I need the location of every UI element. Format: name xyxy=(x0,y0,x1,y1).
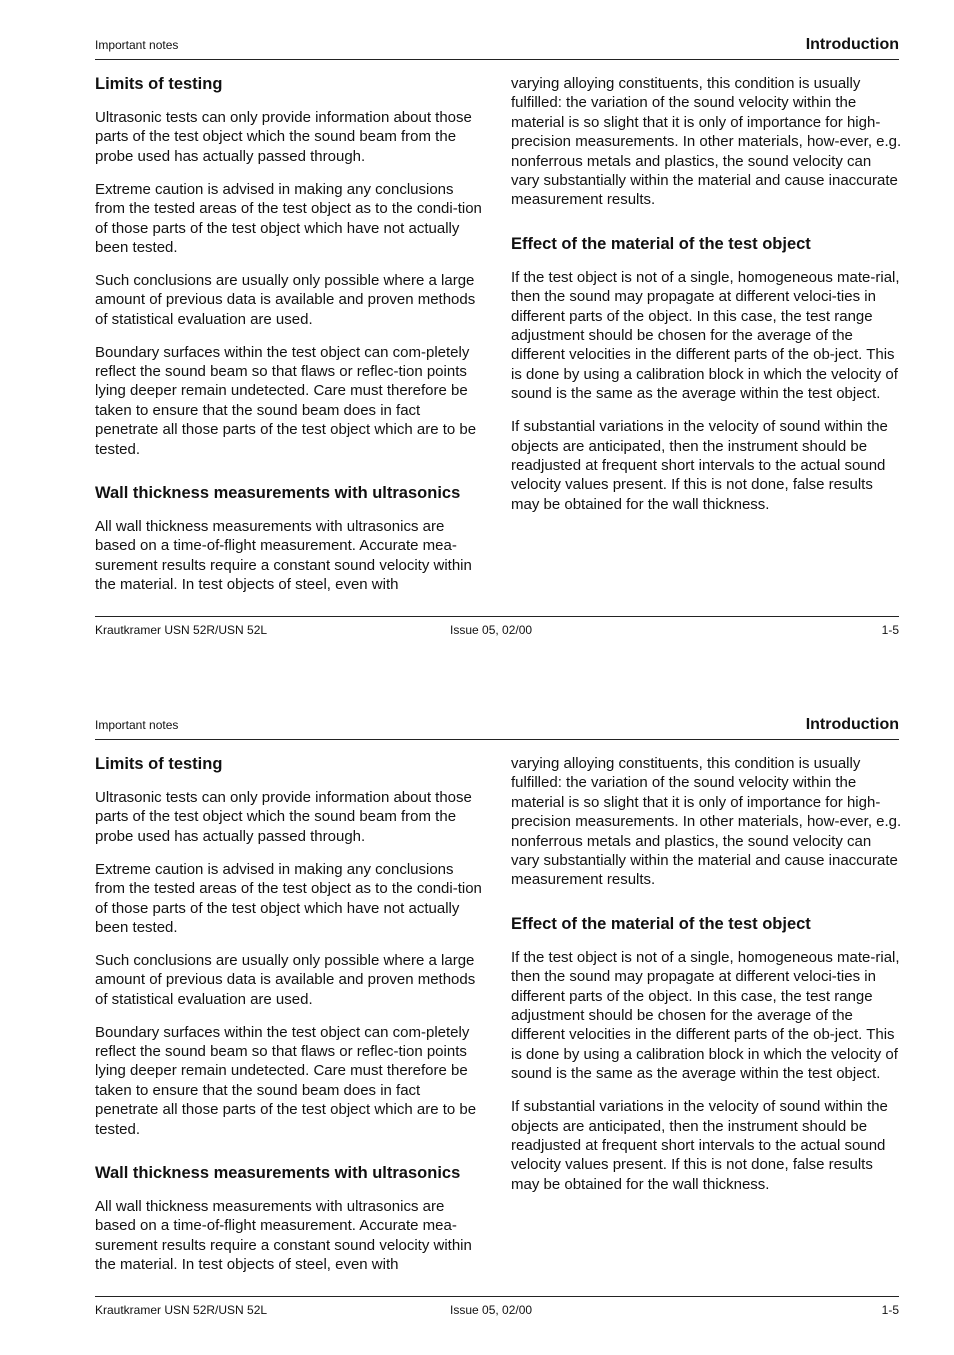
paragraph: If substantial variations in the velocity of sound within the objects are anticipated, then the instrument should be readjusted at frequent short intervals to the actual sound velocity values present. If this is not done, false results may be obtained for the wall thickness. xyxy=(511,1098,888,1193)
page-2 xyxy=(0,680,954,1355)
heading-effect-of-material: Effect of the material of the test object xyxy=(511,234,811,253)
heading-limits-of-testing: Limits of testing xyxy=(95,75,223,93)
footer-divider xyxy=(95,1296,899,1297)
paragraph: Extreme caution is advised in making any conclusions from the tested areas of the test object as to the condi-tion of those parts of the test object which have not actually been tested. xyxy=(95,860,482,936)
header-chapter-title: Introduction xyxy=(805,36,899,53)
footer-product: Krautkramer USN 52R/USN 52L xyxy=(95,623,268,637)
paragraph: Ultrasonic tests can only provide information about those parts of the test object which the sound beam from the probe used has actually passed through. xyxy=(95,109,472,165)
paragraph: If substantial variations in the velocity of sound within the objects are anticipated, then the instrument should be readjusted at frequent short intervals to the actual sound velocity values present. If this is not done, false results may be obtained for the wall thickness. xyxy=(511,418,888,513)
header-divider xyxy=(95,739,899,740)
paragraph: If the test object is not of a single, homogeneous mate-rial, then the sound may propagate at different veloci-ties in different parts of the object. In this case, the test range adjustment should be chosen for the average of the different velocities in the different parts of the ob-ject. This is done by using a calibration block in which the velocity of sound is the same as the average within the test object. xyxy=(511,268,900,403)
heading-limits-of-testing: Limits of testing xyxy=(95,755,223,773)
left-column xyxy=(95,754,487,1288)
paragraph: All wall thickness measurements with ultrasonics are based on a time-of-flight measurement. Accurate mea-surement results require a constant sound velocity within the material. In test objects of steel, even with xyxy=(95,518,472,594)
heading-wall-thickness: Wall thickness measurements with ultrasonics xyxy=(95,484,461,502)
paragraph: Such conclusions are usually only possible where a large amount of previous data is available and proven methods of statistical evaluation are used. xyxy=(95,271,476,328)
right-column xyxy=(511,754,903,1208)
page-1 xyxy=(0,0,954,675)
header-divider xyxy=(95,59,899,60)
paragraph: Boundary surfaces within the test object can com-pletely reflect the sound beam so that flaws or reflec-tion points lying deeper remain undetected. Care must therefore be taken to ensure that the sound beam does in fact penetrate all those parts of the test object which are to be tested. xyxy=(95,343,477,458)
paragraph: Ultrasonic tests can only provide information about those parts of the test object which the sound beam from the probe used has actually passed through. xyxy=(95,789,472,845)
footer-page-number: 1-5 xyxy=(881,1303,899,1317)
paragraph: All wall thickness measurements with ultrasonics are based on a time-of-flight measurement. Accurate mea-surement results require a constant sound velocity within the material. In test objects of steel, even with xyxy=(95,1198,472,1274)
heading-effect-of-material: Effect of the material of the test object xyxy=(511,914,811,933)
header-chapter-title: Introduction xyxy=(805,716,899,733)
paragraph: Extreme caution is advised in making any conclusions from the tested areas of the test object as to the condi-tion of those parts of the test object which have not actually been tested. xyxy=(95,180,482,256)
footer-issue: Issue 05, 02/00 xyxy=(450,1303,533,1317)
header-section-label: Important notes xyxy=(95,718,179,732)
heading-wall-thickness: Wall thickness measurements with ultrasonics xyxy=(95,1164,461,1182)
paragraph: varying alloying constituents, this condition is usually fulfilled: the variation of the sound velocity within the material is so slight that it is only of importance for high-precision measurements. In other materials, how-ever, e.g. nonferrous metals and plastics, the sound velocity can vary substantially within the material and cause inaccurate measurement results. xyxy=(511,75,902,209)
footer-issue: Issue 05, 02/00 xyxy=(450,623,533,637)
paragraph: Boundary surfaces within the test object can com-pletely reflect the sound beam so that flaws or reflec-tion points lying deeper remain undetected. Care must therefore be taken to ensure that the sound beam does in fact penetrate all those parts of the test object which are to be tested. xyxy=(95,1023,477,1138)
footer-product: Krautkramer USN 52R/USN 52L xyxy=(95,1303,268,1317)
paragraph: varying alloying constituents, this condition is usually fulfilled: the variation of the sound velocity within the material is so slight that it is only of importance for high-precision measurements. In other materials, how-ever, e.g. nonferrous metals and plastics, the sound velocity can vary substantially within the material and cause inaccurate measurement results. xyxy=(511,755,902,889)
paragraph: If the test object is not of a single, homogeneous mate-rial, then the sound may propagate at different veloci-ties in different parts of the object. In this case, the test range adjustment should be chosen for the average of the different velocities in the different parts of the ob-ject. This is done by using a calibration block in which the velocity of sound is the same as the average within the test object. xyxy=(511,948,900,1083)
footer-page-number: 1-5 xyxy=(881,623,899,637)
left-column xyxy=(95,74,487,608)
header-section-label: Important notes xyxy=(95,38,179,52)
paragraph: Such conclusions are usually only possible where a large amount of previous data is available and proven methods of statistical evaluation are used. xyxy=(95,951,476,1008)
footer-divider xyxy=(95,616,899,617)
right-column xyxy=(511,74,903,528)
